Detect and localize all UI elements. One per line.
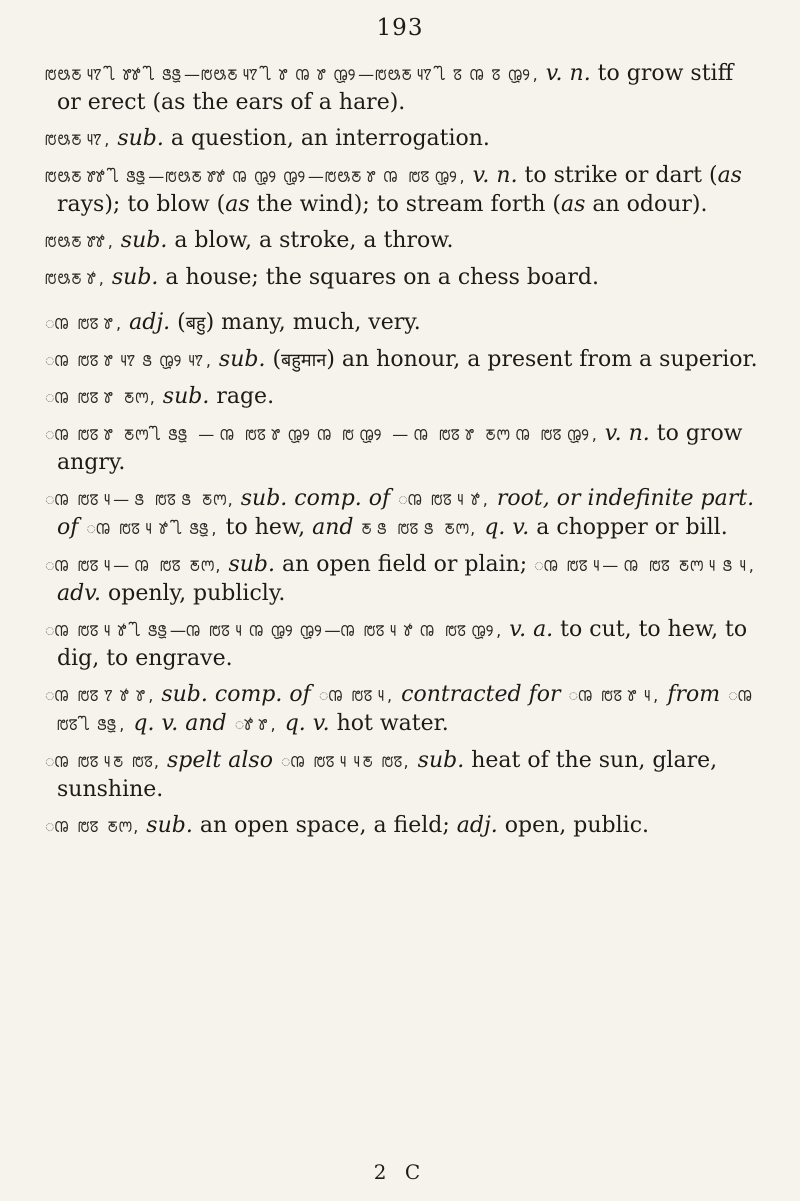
definition-italic: adj. xyxy=(456,813,498,838)
definition: to grow angry. xyxy=(57,421,743,475)
definition-italic: contracted for xyxy=(401,682,561,707)
definition-part: to strike or dart ( xyxy=(517,163,718,188)
entry xyxy=(12,309,800,338)
grammar-label: v. n. xyxy=(604,421,650,446)
grammar-label: sub. xyxy=(111,265,159,290)
grammar-label: sub. comp. of xyxy=(240,486,391,511)
entry xyxy=(12,681,800,739)
definition: a blow, a stroke, a throw. xyxy=(167,228,454,253)
cross-reference: ꢼ ꢱꢿ ꢸ ꢴ, xyxy=(560,686,668,705)
entry xyxy=(12,551,800,608)
definition-italic: and xyxy=(312,515,354,540)
grammar-label: sub. xyxy=(117,126,164,151)
entry xyxy=(12,60,800,117)
entry xyxy=(12,264,800,293)
definition-part: to hew, xyxy=(225,515,313,540)
cross-reference: ꢼ ꢱꢿ ꢴ, xyxy=(310,686,402,705)
definition-part: ) an honour, a present from a superior. xyxy=(326,347,758,372)
grammar-label: sub. xyxy=(120,228,168,253)
grammar-label: sub. xyxy=(162,384,210,409)
entry xyxy=(12,227,800,256)
entry-list xyxy=(0,60,800,849)
entry xyxy=(12,485,800,543)
headword: ꢼ ꢱꢿ ꢴ— ꢼ ꢱꢿ ꢲꢳ, xyxy=(45,556,222,575)
definition: to grow stiff or erect (as the ears of a hare). xyxy=(57,61,734,115)
headword: ꢱꢰꢲ ꢹ, xyxy=(45,269,105,288)
definition-italic: as xyxy=(225,192,250,217)
grammar-label: sub. xyxy=(146,813,193,838)
definition-italic: q. v. xyxy=(484,515,530,540)
grammar-label: sub. xyxy=(228,552,276,577)
page-number: 193 xyxy=(376,15,424,41)
headword: ꢱꢰꢲ ꢸꢹ, xyxy=(45,232,114,251)
definition-part: openly, publicly. xyxy=(101,581,286,606)
entry xyxy=(12,383,800,412)
cross-reference: ꢼ ꢱꢿ ꢶꢷ ꢺꢻ, xyxy=(57,686,753,734)
definition-italic: sub. xyxy=(417,748,465,773)
grammar-label: spelt also xyxy=(167,748,273,773)
headword: ꢼ ꢱꢿ ꢸ, xyxy=(45,314,123,333)
definition-part: an open field or plain; xyxy=(275,552,535,577)
definition-italic: adv. xyxy=(57,581,102,606)
definition-italic: from xyxy=(667,682,721,707)
entry xyxy=(12,346,800,375)
headword: ꢼ ꢱꢿ ꢵ ꢹ ꢸ, xyxy=(45,686,155,705)
headword: ꢱꢰꢲ ꢸꢹ ꢶꢷ ꢺꢻ—ꢱꢰꢲ ꢸꢹ ꢼ ꢽꢾ ꢽꢾ—ꢱꢰꢲ ꢸ ꢼ ꢱꢿ ꢽꢾ, xyxy=(45,167,466,186)
devanagari-gloss: बहुमान xyxy=(281,350,327,371)
headword: ꢼ ꢱꢿ ꢸ ꢲꢳ, xyxy=(45,388,156,407)
headword: ꢱꢰꢲ ꢴꢵ ꢶꢷ ꢸꢹ ꢶꢷ ꢺꢻ—ꢱꢰꢲ ꢴꢵ ꢶꢷ ꢸ ꢼ ꢸ ꢽꢾ—ꢱꢰꢲ ꢴꢵ ꢶꢷ ꢿ ꢼ ꢿ ꢽꢾ, xyxy=(45,65,539,84)
definition-italic: q. v. xyxy=(284,711,330,736)
grammar-label: adj. xyxy=(129,310,171,335)
definition-italic: root, or indefinite part. of xyxy=(57,486,755,540)
entry xyxy=(12,420,800,477)
headword: ꢼ ꢱꢿ ꢸ ꢲꢳ ꢶꢷ ꢺꢻ — ꢼ ꢱꢿ ꢸ ꢽꢾ ꢼ ꢱ ꢽꢾ — ꢼ ꢱꢿ ꢸ ꢲꢳ ꢼ ꢱꢿ ꢽꢾ, xyxy=(45,425,598,444)
definition-part: ( xyxy=(265,347,282,372)
headword: ꢼ ꢱꢿ ꢴ ꢹ ꢶꢷ ꢺꢻ—ꢼ ꢱꢿ ꢴ ꢼ ꢽꢾ ꢽꢾ—ꢼ ꢱꢿ ꢴ ꢹ ꢼ ꢱꢿ ꢽꢾ, xyxy=(45,621,503,640)
definition-italic: as xyxy=(717,163,742,188)
headword: ꢼ ꢱꢿ ꢸ ꢴꢵ ꢺ ꢽꢾ ꢴꢵ, xyxy=(45,351,212,370)
definition-part: a chopper or bill. xyxy=(529,515,728,540)
grammar-label: v. n. xyxy=(545,61,591,86)
definition-part: an odour). xyxy=(585,192,708,217)
entry xyxy=(12,125,800,154)
definition: rage. xyxy=(209,384,275,409)
grammar-label: sub. comp. of xyxy=(161,682,311,707)
entry xyxy=(12,162,800,219)
definition-italic: q. v. and xyxy=(133,711,227,736)
definition-part: heat of the sun, glare, sunshine. xyxy=(57,748,718,802)
definition-part: hot water. xyxy=(329,711,449,736)
definition-part: rays); to blow ( xyxy=(57,192,226,217)
definition-part: ) many, much, very. xyxy=(205,310,421,335)
signature-mark: 2 C xyxy=(373,1160,427,1184)
definition-part: open, public. xyxy=(497,813,650,838)
grammar-label: sub. xyxy=(218,347,266,372)
definition-part: the wind); to stream forth ( xyxy=(249,192,561,217)
definition-part: an open space, a field; xyxy=(192,813,457,838)
definition: a house; the squares on a chess board. xyxy=(158,265,599,290)
cross-reference: ꢲ ꢺ ꢱꢿ ꢺ ꢲꢳ, xyxy=(353,519,485,538)
grammar-label: v. n. xyxy=(472,163,518,188)
headword: ꢼ ꢱꢿ ꢴꢲ ꢱꢿ, xyxy=(45,752,160,771)
entry xyxy=(12,812,800,841)
definition: a question, an interrogation. xyxy=(163,126,490,151)
grammar-label: v. a. xyxy=(509,617,554,642)
definition-part: ( xyxy=(170,310,186,335)
variant-spelling: ꢼ ꢱꢿ ꢴ ꢴꢲ ꢱꢿ, xyxy=(272,752,418,771)
cross-reference: ꢹ ꢸ, xyxy=(226,715,285,734)
headword: ꢱꢰꢲ ꢴꢵ, xyxy=(45,130,111,149)
definition-italic: as xyxy=(560,192,586,217)
cross-reference: ꢼ ꢱꢿ ꢴ ꢹ ꢶꢷ ꢺꢻ, xyxy=(78,519,226,538)
definition: to cut, to hew, to dig, to engrave. xyxy=(57,617,748,671)
headword: ꢼ ꢱꢿ ꢲꢳ, xyxy=(45,817,140,836)
entry xyxy=(12,616,800,673)
entry xyxy=(12,747,800,804)
sub-headword: ꢼ ꢱꢿ ꢴ— ꢼ ꢱꢿ ꢲꢳ ꢴ ꢺ ꢴ, xyxy=(534,556,755,575)
cross-reference: ꢼ ꢱꢿ ꢴ ꢹ, xyxy=(390,490,497,509)
devanagari-gloss: बहु xyxy=(185,313,206,334)
headword: ꢼ ꢱꢿ ꢴ— ꢺ ꢱꢿ ꢺ ꢲꢳ, xyxy=(45,490,234,509)
